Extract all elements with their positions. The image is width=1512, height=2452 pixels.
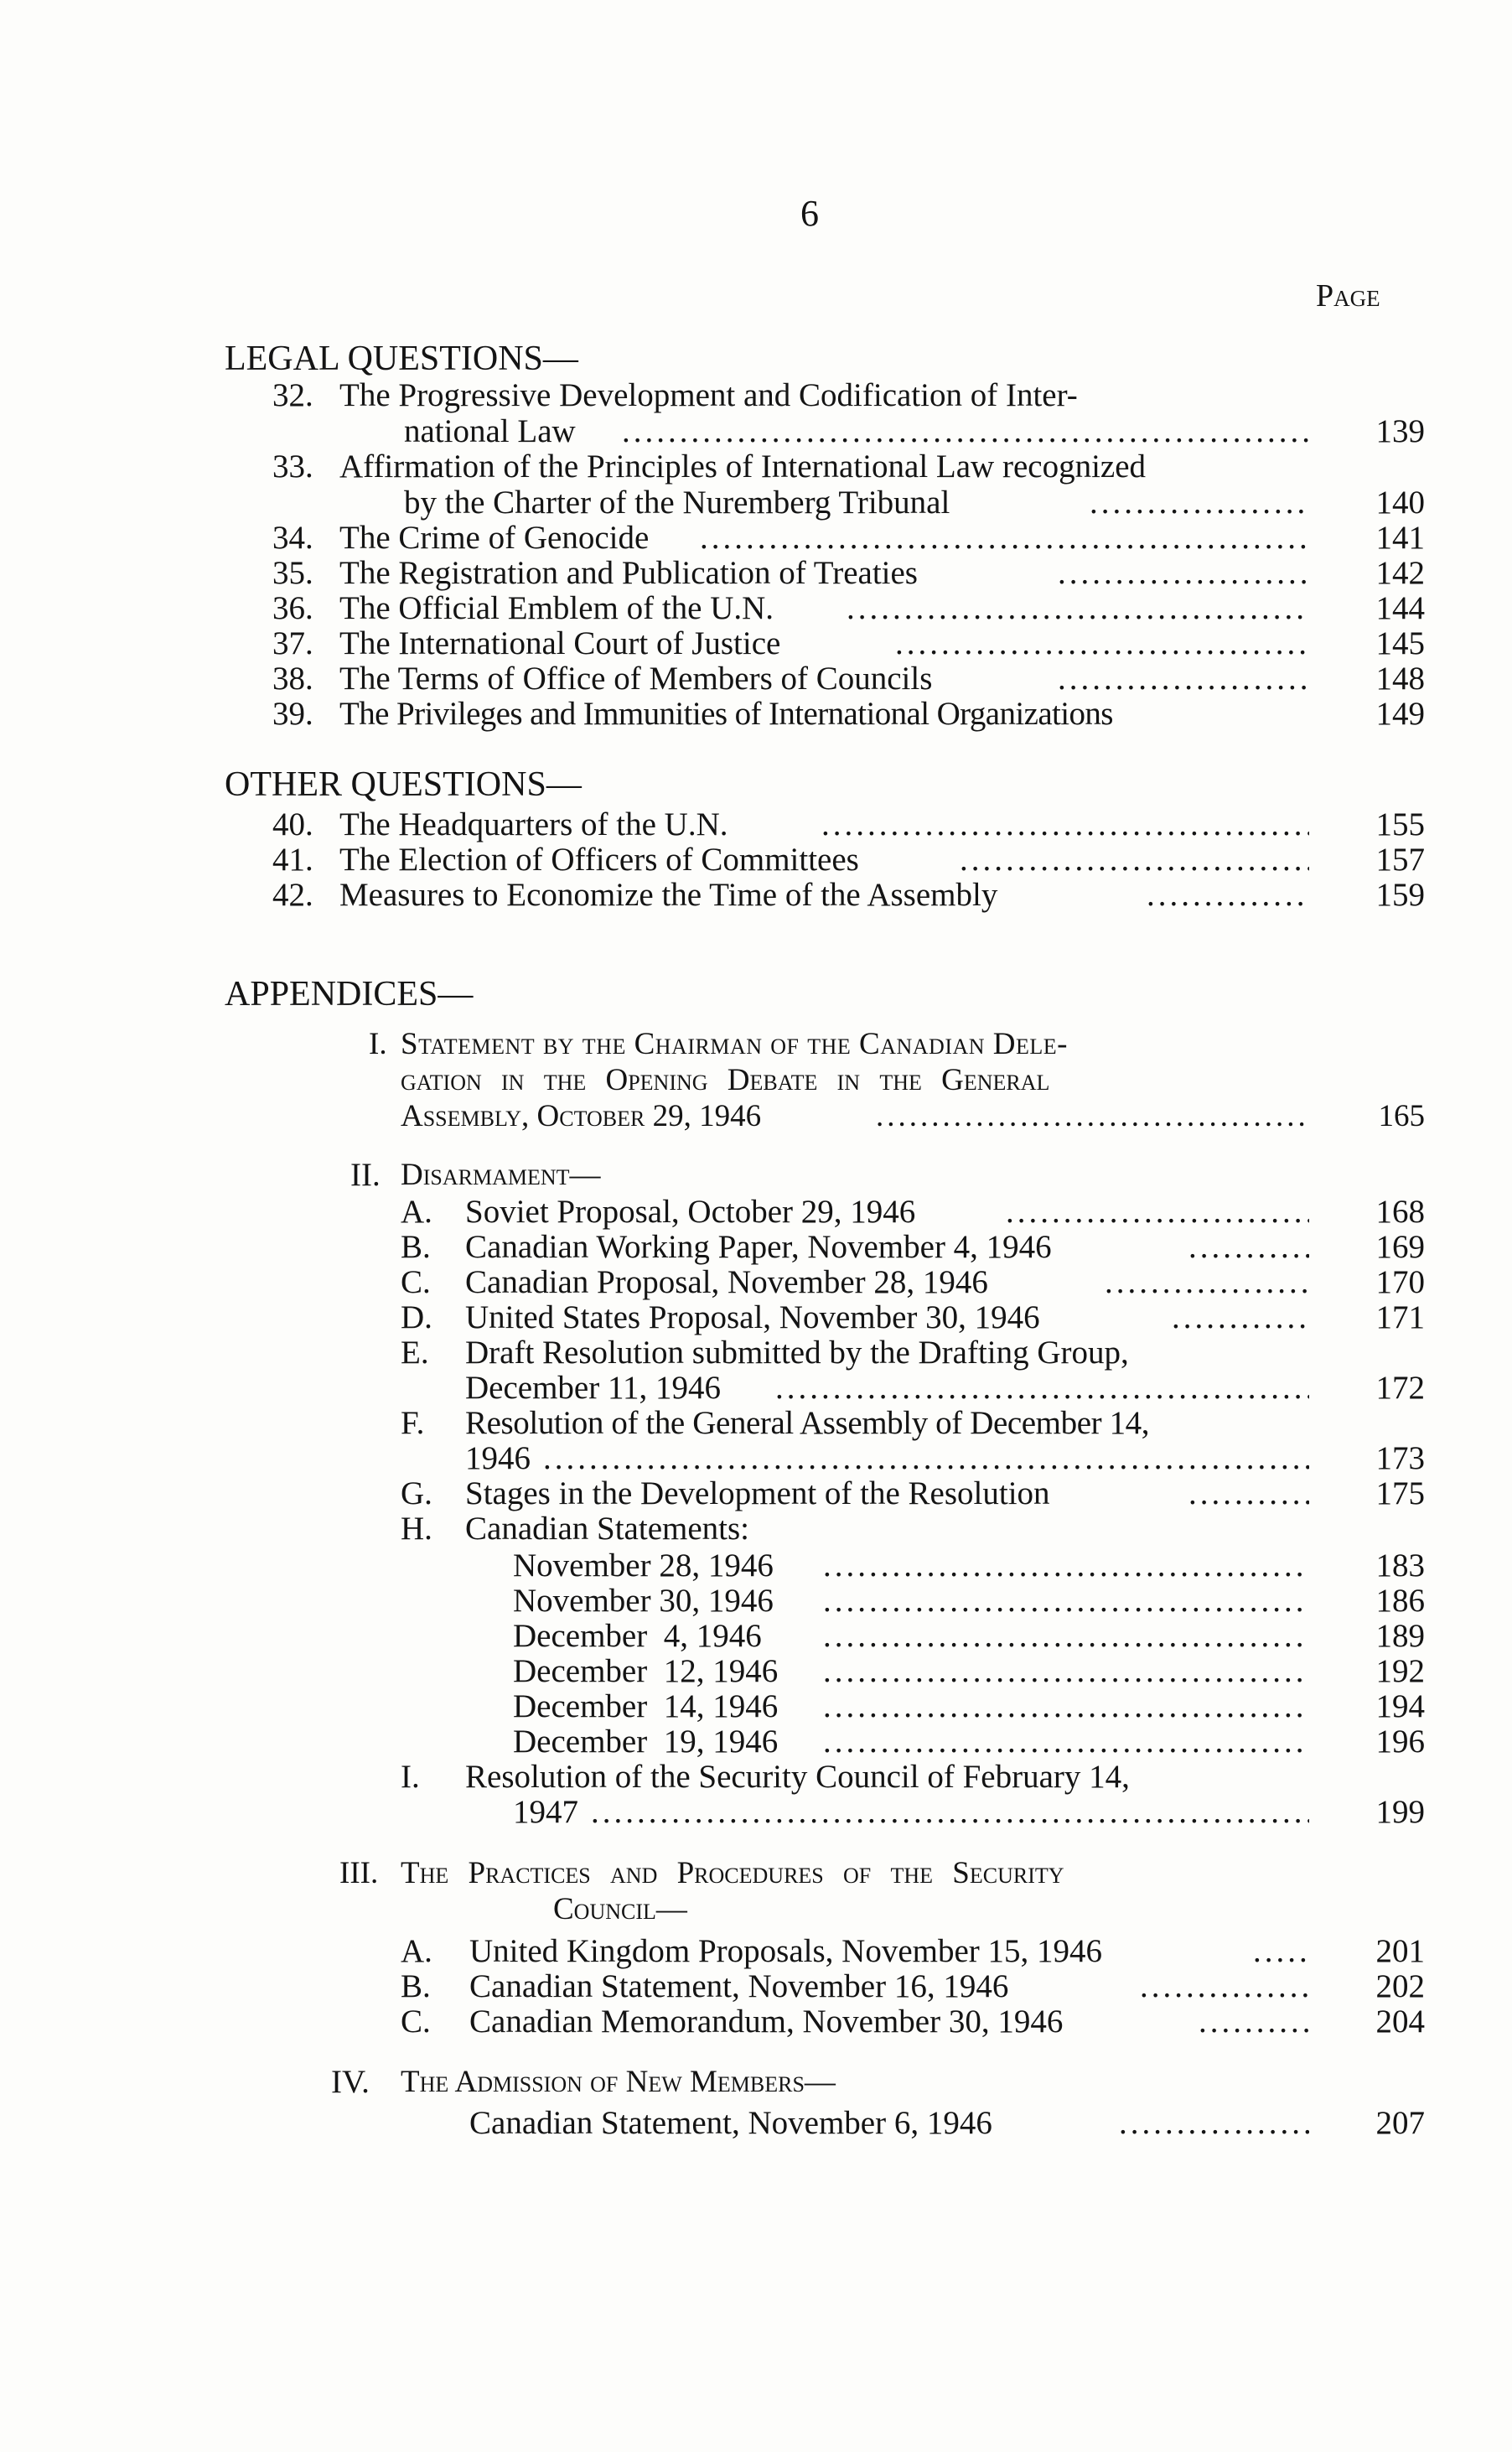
toc-entry <box>0 877 1425 914</box>
statement-entry <box>0 1653 1425 1690</box>
entry-page: 141 <box>1375 520 1425 556</box>
sub-title: United Kingdom Proposals, November 15, 1946 <box>469 1933 1103 1969</box>
sub-letter: A. <box>401 1933 432 1969</box>
entry-number: 42. <box>272 877 313 913</box>
statement-entry <box>0 1547 1425 1584</box>
sub-letter: F. <box>401 1405 425 1441</box>
entry-title: Measures to Economize the Time of the Assembly <box>339 877 998 913</box>
appendix-entry <box>0 1026 1425 1063</box>
appendix-numeral: IV. <box>331 2064 370 2100</box>
entry-number: 38. <box>272 661 313 697</box>
sub-title: Canadian Proposal, November 28, 1946 <box>465 1264 988 1300</box>
section-heading-other: OTHER QUESTIONS— <box>225 765 582 804</box>
dot-leader <box>823 1653 1309 1690</box>
appendix-entry <box>0 2064 1425 2101</box>
sub-entry-continuation <box>0 1440 1425 1477</box>
entry-page: 189 <box>1375 1618 1425 1654</box>
entry-number: 35. <box>272 555 313 591</box>
sub-entry <box>0 1335 1425 1371</box>
section-heading-legal: LEGAL QUESTIONS— <box>225 340 578 378</box>
appendix-numeral: II. <box>350 1157 381 1193</box>
entry-number: 33. <box>272 448 313 485</box>
dot-leader <box>775 1370 1309 1407</box>
sub-entry <box>0 1968 1425 2005</box>
entry-title: The Election of Officers of Committees <box>339 842 859 878</box>
entry-page: 168 <box>1375 1194 1425 1230</box>
sub-title: Canadian Working Paper, November 4, 1946 <box>465 1229 1052 1265</box>
sub-entry-continuation <box>0 1370 1425 1407</box>
dot-leader <box>1188 1475 1309 1512</box>
dot-leader <box>847 590 1309 627</box>
sub-entry <box>0 1759 1425 1796</box>
dot-leader <box>1199 2004 1309 2040</box>
section-heading-appendices: APPENDICES— <box>225 975 474 1013</box>
entry-page: 183 <box>1375 1547 1425 1584</box>
dot-leader <box>821 806 1309 843</box>
dot-leader <box>1058 555 1309 592</box>
entry-page: 142 <box>1375 555 1425 591</box>
appendix-entry <box>0 1855 1425 1892</box>
dot-leader <box>876 1098 1309 1135</box>
sub-title: United States Proposal, November 30, 1946 <box>465 1299 1040 1335</box>
entry-page: 204 <box>1375 2004 1425 2040</box>
dot-leader <box>823 1724 1309 1760</box>
entry-page: 170 <box>1375 1264 1425 1300</box>
entry-page: 149 <box>1375 696 1425 732</box>
sub-letter: C. <box>401 2004 431 2040</box>
appendix-continuation <box>0 1062 1425 1099</box>
appendix-title: gation in the Opening Debate in the General <box>401 1063 1050 1097</box>
page-number: 6 <box>800 193 819 234</box>
toc-entry <box>0 448 1425 485</box>
entry-number: 32. <box>272 377 313 413</box>
sub-entry <box>0 1299 1425 1336</box>
entry-number: 40. <box>272 806 313 842</box>
entry-title: The Headquarters of the U.N. <box>339 806 728 842</box>
entry-title: national Law <box>404 413 576 449</box>
toc-entry <box>0 842 1425 879</box>
statement-entry <box>0 1618 1425 1655</box>
sub-letter: G. <box>401 1475 432 1511</box>
toc-entry <box>0 696 1425 733</box>
appendix-numeral: I. <box>369 1027 387 1061</box>
entry-page: 186 <box>1375 1583 1425 1619</box>
page-column-label: Page <box>1316 278 1380 314</box>
dot-leader <box>823 1547 1309 1584</box>
dot-leader <box>700 520 1309 557</box>
entry-title: The Official Emblem of the U.N. <box>339 590 774 626</box>
entry-page: 144 <box>1375 590 1425 626</box>
appendix-continuation <box>0 1098 1425 1135</box>
statement-date: November 30, 1946 <box>513 1583 774 1619</box>
dot-leader <box>1188 1229 1309 1266</box>
sub-entry <box>0 1933 1425 1970</box>
toc-entry <box>0 555 1425 592</box>
entry-page: 145 <box>1375 625 1425 661</box>
toc-entry <box>0 661 1425 697</box>
appendix-title: Council— <box>553 1892 687 1926</box>
dot-leader <box>1119 2105 1309 2142</box>
sub-letter: B. <box>401 1968 431 2004</box>
sub-entry <box>0 1511 1425 1547</box>
sub-title: Stages in the Development of the Resolution <box>465 1475 1050 1511</box>
dot-leader <box>1172 1299 1309 1336</box>
dot-leader <box>960 842 1309 879</box>
sub-entry <box>0 2004 1425 2040</box>
entry-number: 37. <box>272 625 313 661</box>
entry-number: 39. <box>272 696 313 732</box>
entry-title: The Registration and Publication of Treaties <box>339 555 918 591</box>
entry-title: The Terms of Office of Members of Councils <box>339 661 933 697</box>
sub-letter: A. <box>401 1194 432 1230</box>
entry-title: Affirmation of the Principles of International Law recognized <box>339 448 1147 485</box>
sub-letter: D. <box>401 1299 432 1335</box>
entry-title: The International Court of Justice <box>339 625 781 661</box>
entry-title: The Privileges and Immunities of International Organizations <box>339 696 1113 732</box>
toc-entry-continuation <box>0 485 1425 521</box>
statement-date: December 4, 1946 <box>513 1618 762 1654</box>
dot-leader <box>543 1440 1309 1477</box>
dot-leader <box>1090 485 1309 521</box>
entry-page: 169 <box>1375 1229 1425 1265</box>
sub-letter: I. <box>401 1759 420 1795</box>
entry-page: 171 <box>1375 1299 1425 1335</box>
appendix-title: The Practices and Procedures of the Security <box>401 1856 1064 1890</box>
statement-entry <box>0 1583 1425 1620</box>
entry-title: The Progressive Development and Codification of Inter- <box>339 377 1078 413</box>
appendix-title: Assembly, October 29, 1946 <box>401 1099 762 1133</box>
appendix-title: Disarmament— <box>401 1158 601 1192</box>
sub-entry <box>0 1405 1425 1442</box>
entry-number: 34. <box>272 520 313 556</box>
entry-page: 173 <box>1375 1440 1425 1476</box>
entry-page: 192 <box>1375 1653 1425 1689</box>
sub-title: Draft Resolution submitted by the Drafting Group, <box>465 1335 1129 1371</box>
entry-page: 148 <box>1375 661 1425 697</box>
entry-page: 157 <box>1375 842 1425 878</box>
dot-leader <box>622 413 1309 450</box>
statement-date: December 12, 1946 <box>513 1653 779 1689</box>
entry-page: 175 <box>1375 1475 1425 1511</box>
dot-leader <box>1105 1264 1309 1301</box>
sub-letter: C. <box>401 1264 431 1300</box>
appendix-continuation <box>0 1891 1425 1928</box>
statement-entry <box>0 1724 1425 1760</box>
entry-page: 165 <box>1378 1099 1425 1133</box>
appendix-title: Statement by the Chairman of the Canadian Dele- <box>401 1027 1068 1061</box>
sub-title: Resolution of the Security Council of February 14, <box>465 1759 1130 1795</box>
entry-page: 199 <box>1375 1794 1425 1830</box>
sub-letter: E. <box>401 1335 429 1371</box>
entry-page: 194 <box>1375 1688 1425 1724</box>
dot-leader <box>1253 1933 1309 1970</box>
appendix-numeral: III. <box>339 1856 379 1890</box>
toc-entry <box>0 377 1425 414</box>
statement-date: December 14, 1946 <box>513 1688 779 1724</box>
statement-date: November 28, 1946 <box>513 1547 774 1584</box>
statement-date: December 19, 1946 <box>513 1724 779 1760</box>
sub-title: December 11, 1946 <box>465 1370 722 1406</box>
toc-entry <box>0 806 1425 843</box>
sub-entry <box>0 1194 1425 1231</box>
appendix-title: The Admission of New Members— <box>401 2065 836 2099</box>
entry-page: 202 <box>1375 1968 1425 2004</box>
entry-page: 139 <box>1375 413 1425 449</box>
entry-page: 207 <box>1375 2105 1425 2141</box>
entry-page: 140 <box>1375 485 1425 521</box>
entry-title: The Crime of Genocide <box>339 520 650 556</box>
sub-title: Resolution of the General Assembly of December 14, <box>465 1405 1150 1441</box>
sub-title: Canadian Statement, November 16, 1946 <box>469 1968 1009 2004</box>
dot-leader <box>823 1618 1309 1655</box>
sub-title: Canadian Statements: <box>465 1511 750 1547</box>
dot-leader <box>591 1794 1309 1831</box>
entry-title: by the Charter of the Nuremberg Tribunal <box>404 485 950 521</box>
sub-letter: H. <box>401 1511 432 1547</box>
sub-title: Soviet Proposal, October 29, 1946 <box>465 1194 916 1230</box>
toc-entry-continuation <box>0 413 1425 450</box>
sub-entry <box>0 1229 1425 1266</box>
sub-title: Canadian Memorandum, November 30, 1946 <box>469 2004 1064 2040</box>
entry-page: 155 <box>1375 806 1425 842</box>
entry-page: 201 <box>1375 1933 1425 1969</box>
entry-page: 196 <box>1375 1724 1425 1760</box>
sub-title: 1947 <box>513 1794 578 1830</box>
dot-leader <box>1140 1968 1309 2005</box>
statement-entry <box>0 1688 1425 1725</box>
dot-leader <box>1147 877 1309 914</box>
entry-number: 36. <box>272 590 313 626</box>
dot-leader <box>823 1583 1309 1620</box>
dot-leader <box>823 1688 1309 1725</box>
sub-entry <box>0 1475 1425 1512</box>
entry-page: 159 <box>1375 877 1425 913</box>
sub-letter: B. <box>401 1229 431 1265</box>
entry-page: 172 <box>1375 1370 1425 1406</box>
sub-entry-continuation <box>0 1794 1425 1831</box>
dot-leader <box>1006 1194 1309 1231</box>
toc-entry <box>0 590 1425 627</box>
appendix-entry <box>0 1157 1425 1194</box>
toc-entry <box>0 625 1425 662</box>
sub-title: Canadian Statement, November 6, 1946 <box>469 2105 992 2141</box>
entry-number: 41. <box>272 842 313 878</box>
sub-title: 1946 <box>465 1440 531 1476</box>
dot-leader <box>1058 661 1309 697</box>
dot-leader <box>895 625 1309 662</box>
toc-entry <box>0 520 1425 557</box>
sub-entry <box>0 2105 1425 2142</box>
sub-entry <box>0 1264 1425 1301</box>
